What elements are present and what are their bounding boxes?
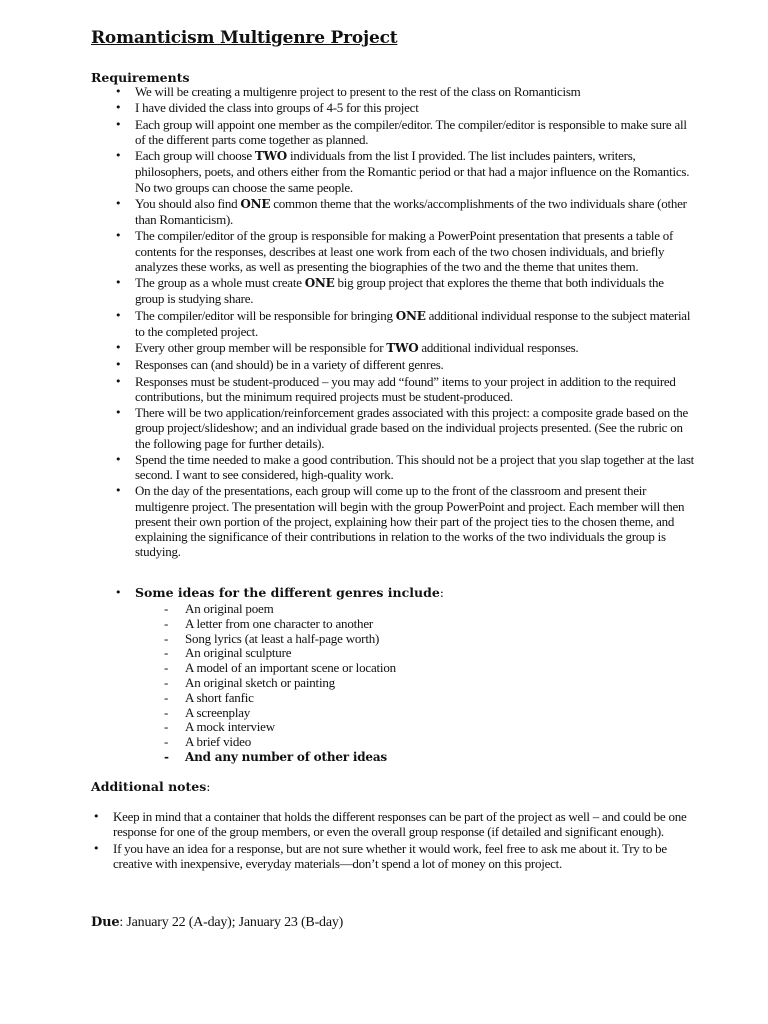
requirement-text: The compiler/editor will be responsible for bringing	[135, 307, 396, 323]
genres-list	[135, 602, 695, 765]
genre-item: - An original sketch or painting	[135, 676, 695, 691]
genre-item: - A mock interview	[135, 720, 695, 735]
requirement-text: We will be creating a multigenre project to present to the rest of the class on Romanticism	[135, 84, 581, 99]
requirement-text: Each group will choose	[135, 148, 255, 164]
requirement-text: The group as a whole must create	[135, 275, 305, 290]
additional-notes-colon: :	[206, 779, 211, 794]
requirement-item	[135, 340, 695, 356]
additional-notes-list	[113, 809, 703, 872]
requirement-item	[135, 483, 695, 559]
requirement-text: common theme that the works/accomplishments of the two individuals share (other than Romanticism).	[135, 195, 687, 227]
genre-item: - Song lyrics (at least a half-page worth)	[135, 632, 695, 647]
requirement-text: There will be two application/reinforcement grades associated with this project: a composite grade based on the group project/slideshow; and an individual grade based on the individual projects presented. (See the rubric on the following page for further details).	[135, 405, 689, 451]
requirement-text: You should also find	[135, 195, 241, 211]
requirement-text: On the day of the presentations, each group will come up to the front of the classroom and present their multigenre project. The presentation will begin with the group PowerPoint and project. Each member will then present their own portion of the project, explaining how their part of the project ties to the chosen theme, and explaining the significance of their contributions in relation to the works of the two individuals the group is studying.	[135, 483, 685, 560]
genres-intro-colon: :	[439, 585, 445, 600]
requirement-text: Responses can (and should) be in a variety of different genres.	[135, 357, 444, 373]
genre-item: - A screenplay	[135, 706, 695, 721]
requirement-item	[135, 374, 695, 404]
requirement-item	[135, 148, 695, 195]
genres-intro	[135, 584, 695, 602]
requirement-item	[135, 100, 695, 115]
requirement-text: Responses must be student-produced – you may add “found” items to your project in addition to the required contributions, but the minimum required projects must be student-produced.	[135, 373, 676, 404]
requirement-item	[135, 117, 695, 147]
requirement-item	[135, 357, 695, 372]
document-title: Romanticism Multigenre Project	[91, 28, 398, 48]
additional-notes-label: Additional notes	[91, 779, 207, 794]
requirement-text: I have divided the class into groups of 4-5 for this project	[135, 100, 419, 116]
note-item: • If you have an idea for a response, but are not sure whether it would work, feel free to ask me about it. Try to be creative with inexpensive, everyday materials—don’t spend a lot of money on this project.	[113, 841, 703, 871]
requirement-item	[135, 275, 695, 306]
requirement-item	[135, 196, 695, 227]
requirement-emphasis: TWO	[254, 149, 287, 164]
due-date-line	[91, 915, 343, 931]
requirement-emphasis: ONE	[395, 308, 426, 323]
requirement-emphasis: ONE	[304, 276, 335, 290]
requirement-item	[135, 84, 695, 99]
genre-item: - An original poem	[135, 602, 695, 617]
requirement-item	[135, 452, 695, 482]
requirements-list	[135, 84, 695, 560]
note-item: • Keep in mind that a container that holds the different responses can be part of the project as well – and could be one response for one of the group members, or even the overall group response (if detailed and significant enough).	[113, 809, 703, 839]
genre-item: - A letter from one character to another	[135, 617, 695, 632]
requirements-heading: Requirements	[91, 70, 190, 85]
requirement-text: additional individual response to the subject material to the completed project.	[135, 307, 691, 339]
due-label: Due	[91, 915, 120, 930]
due-dates: : January 22 (A-day); January 23 (B-day)	[119, 915, 344, 930]
additional-notes-heading	[91, 779, 210, 794]
genre-item: - An original sculpture	[135, 646, 695, 661]
requirement-text: additional individual responses.	[418, 340, 579, 355]
requirement-text: individuals from the list I provided. The list includes painters, writers, philosophers, poets, and others either from the Romantic period or that had a major influence on the Romantics. No two groups can choose the same people.	[135, 148, 690, 195]
requirement-item	[135, 405, 695, 451]
genre-item: - A model of an important scene or location	[135, 661, 695, 676]
requirement-text: big group project that explores the theme that both individuals the group is studying share.	[135, 275, 664, 307]
requirement-text: The compiler/editor of the group is responsible for making a PowerPoint presentation that presents a table of contents for the responses, describes at least one work from each of the two chosen individuals, and briefly analyzes these works, as well as presenting the biographies of the two and the theme that unites them.	[135, 228, 674, 274]
genres-section	[135, 584, 695, 765]
requirement-text: Every other group member will be responsible for	[135, 340, 387, 355]
requirement-emphasis: TWO	[386, 341, 419, 355]
genres-intro-text: Some ideas for the different genres include	[135, 585, 440, 600]
requirement-item	[135, 228, 695, 274]
genre-item-other-ideas: - And any number of other ideas	[135, 750, 695, 765]
requirement-text: Each group will appoint one member as the compiler/editor. The compiler/editor is responsible to make sure all of the different parts come together as planned.	[135, 116, 687, 147]
requirement-item	[135, 308, 695, 339]
genre-item: - A short fanfic	[135, 691, 695, 706]
requirement-text: Spend the time needed to make a good contribution. This should not be a project that you slap together at the last second. I want to see considered, high-quality work.	[135, 451, 695, 482]
genre-item: - A brief video	[135, 735, 695, 750]
requirement-emphasis: ONE	[240, 196, 271, 211]
